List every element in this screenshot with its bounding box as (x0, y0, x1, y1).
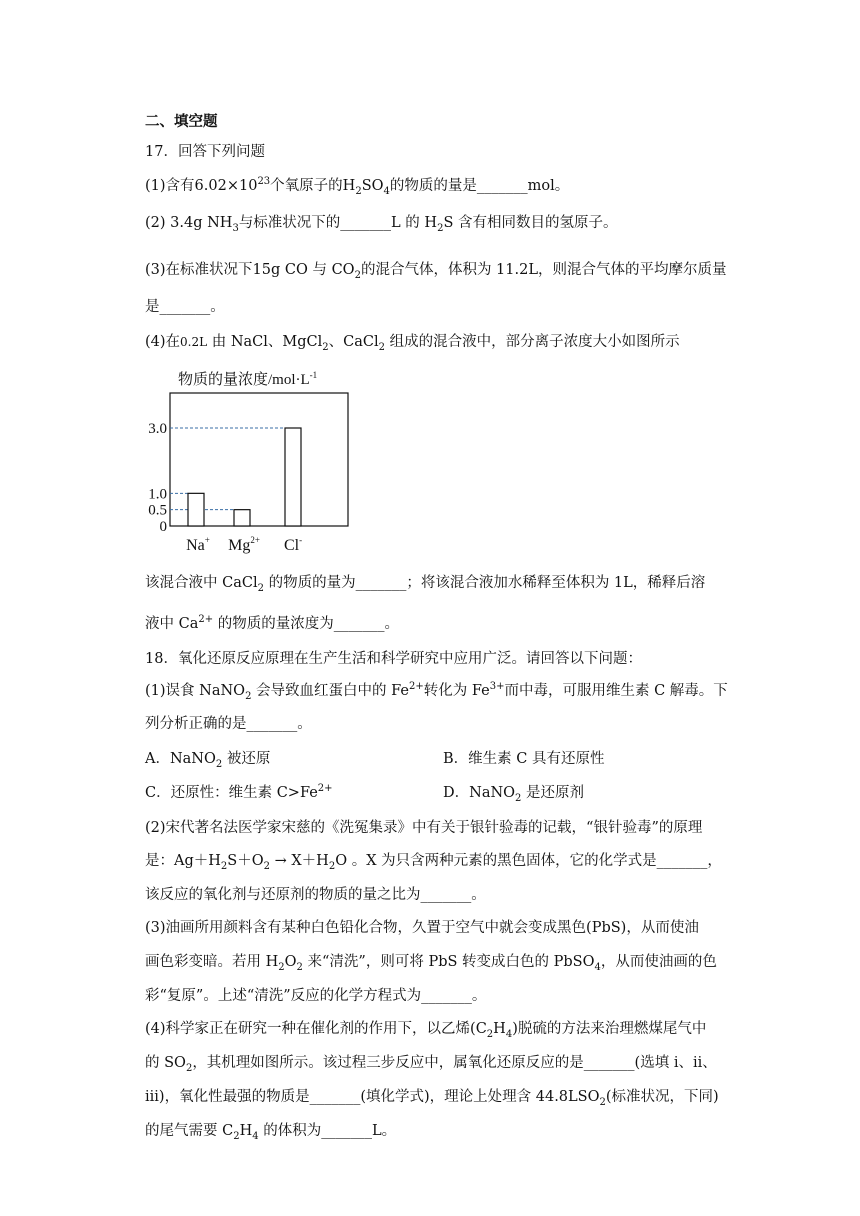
chart-y-tick-label: 3.0 (148, 421, 167, 437)
q17-after-chart-line2: 液中 $Ca^{2+}$ 的物质的量浓度为_______。 (145, 614, 399, 632)
chart-y-tick-label: 0.5 (148, 502, 167, 519)
chart-category-label: $Mg^{2+}$ (228, 535, 260, 554)
question-17-title: 17．回答下列问题 (145, 144, 265, 160)
q18-part4-line2: 的 $SO_2$，其机理如图所示。该过程三步反应中，属氧化还原反应的是_______(选填 i、ii、 (145, 1055, 717, 1074)
q17-part1: (1)含有$6.02\times 10^{23}$个氧原子的$H_2SO_4$的物质的量是_______mol。 (145, 176, 570, 197)
q18-option-a: A．NaNO$_2$ 被还原 (145, 751, 271, 770)
q18-part3-line2: 画色彩变暗。若用 $H_2O_2$ 来“清洗”，则可将 PbS 转变成白色的 PbSO$_4$，从而使油画的色 (145, 954, 717, 973)
chart-y-tick-label: 1.0 (148, 486, 167, 503)
q18-part2-line2: 是：$Ag+H_2S+O_2 \to X+H_2O$ 。X 为只含两种元素的黑色固体，它的化学式是_______， (145, 853, 722, 872)
q18-part1-line1: (1)误食 NaNO$_2$ 会导致血红蛋白中的 $Fe^{2+}$转化为 $Fe^{3+}$而中毒，可服用维生素 C 解毒。下 (145, 681, 728, 702)
q17-part3-line1: (3)在标准状况下15g CO 与 $CO_2$的混合气体，体积为 11.2L，则混合气体的平均摩尔质量 (145, 262, 727, 281)
chart-category-label: Na+ (186, 535, 210, 554)
chart-category-label: Cl- (283, 535, 303, 554)
q18-part2-line3: 该反应的氧化剂与还原剂的物质的量之比为_______。 (145, 887, 486, 903)
q17-part2: (2) 3.4g $NH_3$与标准状况下的_______L 的 $H_2S$ 含有相同数目的氢原子。 (145, 215, 618, 234)
q18-part3-line3: 彩“复原”。上述“清洗”反应的化学方程式为_______。 (145, 988, 487, 1004)
chart-bar-mg (234, 510, 250, 526)
question-18-title: 18．氧化还原反应原理在生产生活和科学研究中应用广泛。请回答以下问题： (145, 651, 642, 667)
section-title: 二、填空题 (145, 114, 218, 130)
q18-option-d: D．NaNO$_2$ 是还原剂 (443, 785, 585, 804)
q17-part3-line2: 是_______。 (145, 299, 225, 315)
chart-y-axis-label: 物质的量浓度$/mol\cdot L^{-1}$ (178, 370, 318, 388)
q18-part1-line2: 列分析正确的是_______。 (145, 716, 312, 732)
q18-option-b: B．维生素 C 具有还原性 (443, 751, 605, 767)
ion-concentration-chart (140, 365, 370, 557)
q17-after-chart-line1: 该混合液中 CaCl$_2$ 的物质的量为_______；将该混合液加水稀释至体积为 1L，稀释后溶 (145, 575, 706, 594)
q18-option-c: C．还原性：维生素 $C>Fe^{2+}$ (145, 783, 333, 801)
q18-part4-line4: 的尾气需要 $C_2H_4$ 的体积为_______L。 (145, 1123, 397, 1142)
q18-part2-line1: (2)宋代著名法医学家宋慈的《洗冤集录》中有关于银针验毒的记载，“银针验毒”的原理 (145, 820, 703, 836)
q18-part3-line1: (3)油画所用颜料含有某种白色铅化合物，久置于空气中就会变成黑色(PbS)，从而使油 (145, 920, 699, 936)
chart-bar-na (188, 493, 204, 526)
chart-bar-cl (285, 428, 301, 526)
q17-part4: (4)在0.2L 由 NaCl、MgCl$_2$、CaCl$_2$ 组成的混合液中，部分离子浓度大小如图所示 (145, 334, 680, 353)
q18-part4-line1: (4)科学家正在研究一种在催化剂的作用下，以乙烯$(C_2H_4)$脱硫的方法来治理燃煤尾气中 (145, 1021, 707, 1040)
chart-y-tick-label: 0 (159, 519, 167, 535)
q18-part4-line3: iii)，氧化性最强的物质是_______(填化学式)，理论上处理含 $44.8LSO_2$(标准状况，下同) (145, 1089, 719, 1108)
